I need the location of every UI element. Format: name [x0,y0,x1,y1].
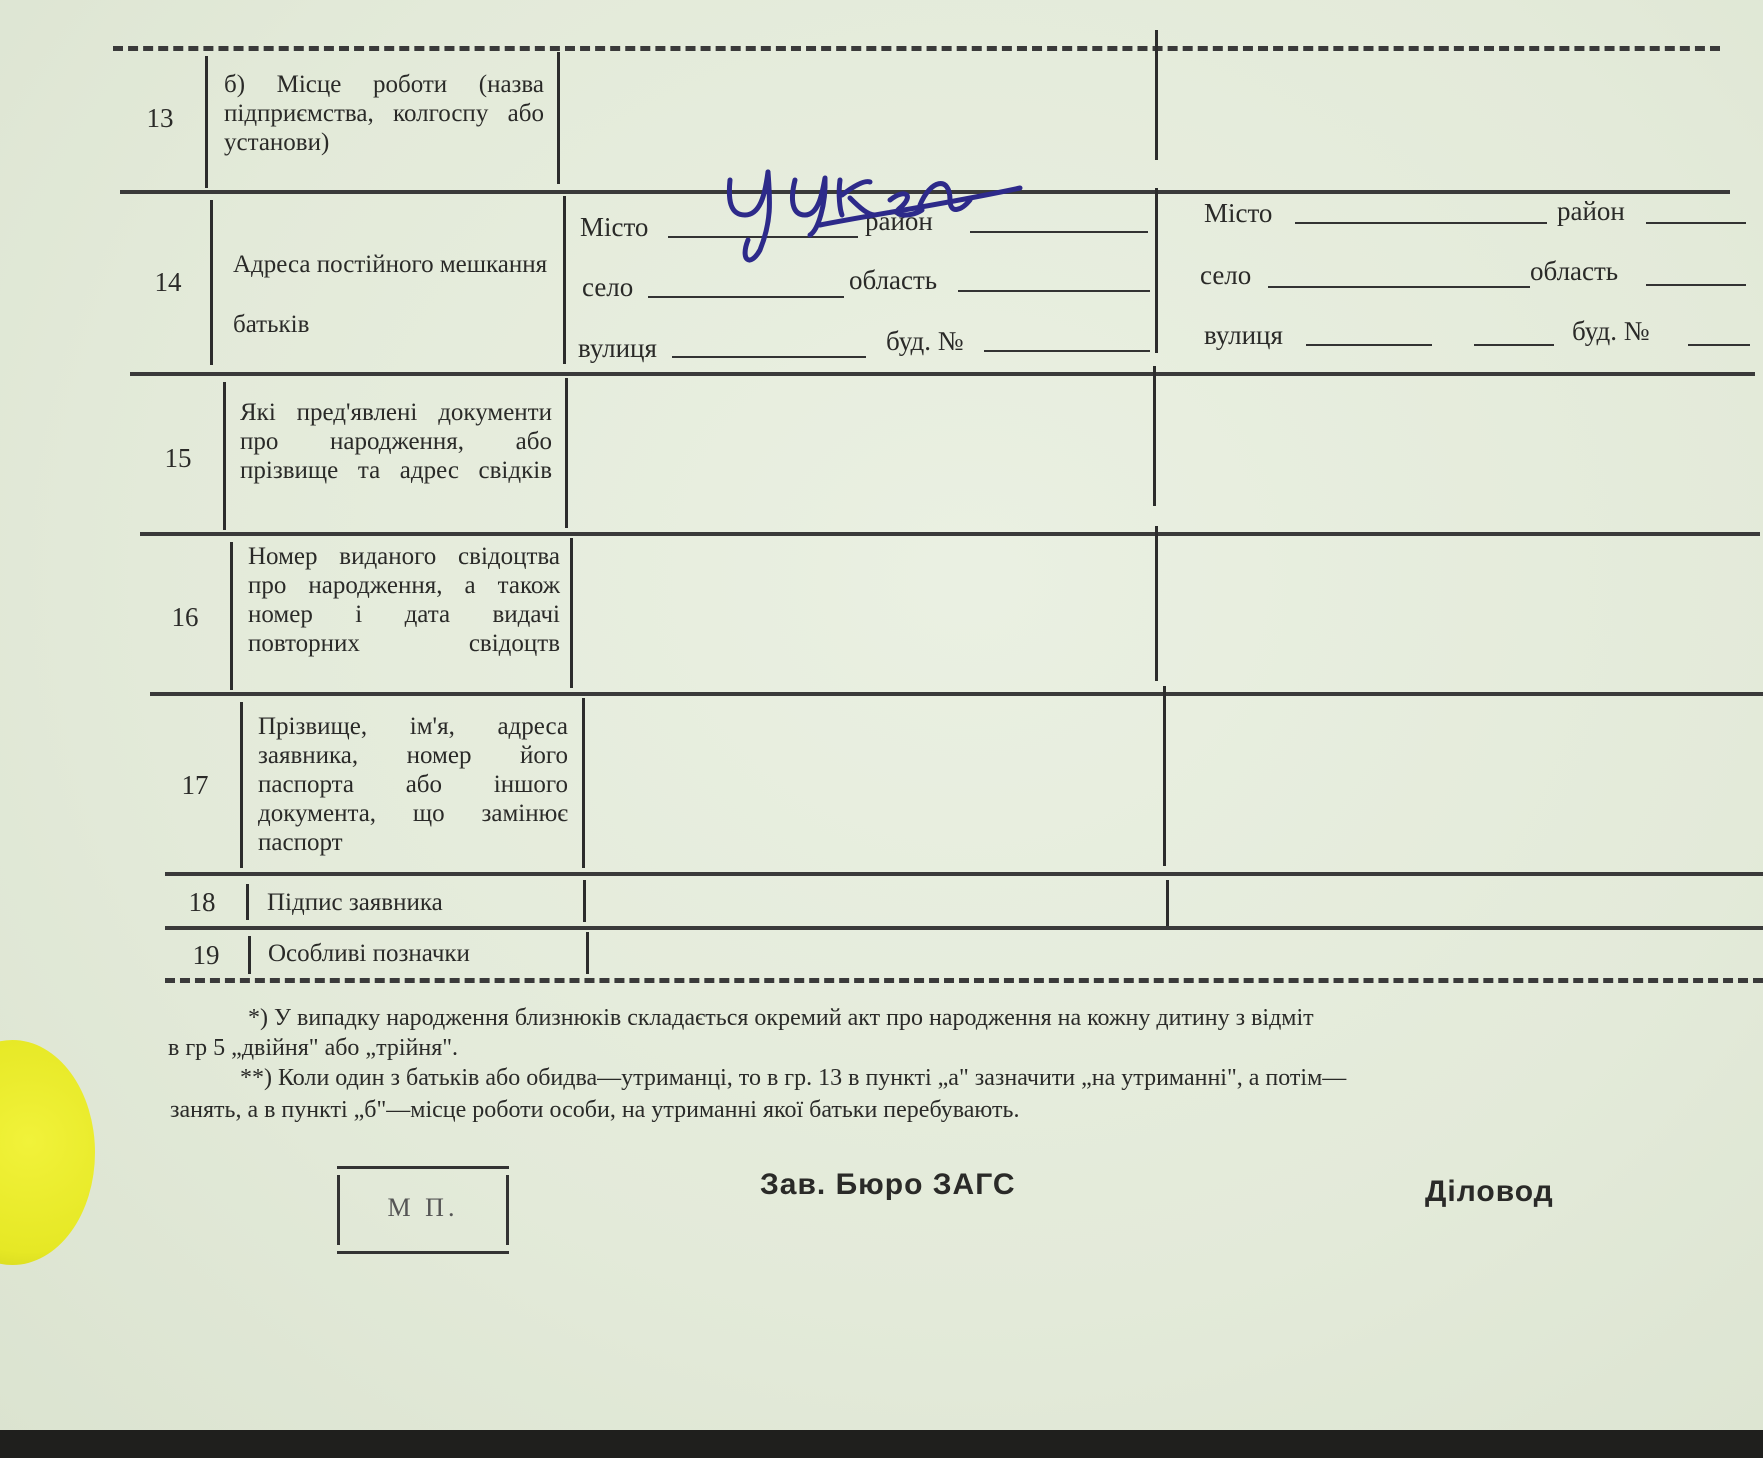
col-divider [570,538,573,688]
village-label: село [582,272,634,302]
head-signature-label: Зав. Бюро ЗАГС [760,1168,1016,1201]
col-divider [210,200,213,365]
stamp-box [337,1166,509,1254]
row-number-15: 15 [164,443,192,473]
row-label-17: Прізвище, ім'я, адреса заявника, номер його паспорта або іншого документа, що замінює паспорт [258,713,568,856]
row-separator-18 [165,926,1763,930]
row-label-13: б) Місце роботи (назва підприємства, колгоспу або установи) [224,71,544,156]
col-divider [1153,366,1156,506]
region-label-2: область [1530,256,1619,286]
house-line-2 [1688,344,1750,346]
city-line-2 [1295,222,1547,224]
yellow-sticker [0,1040,95,1265]
street-label: вулиця [578,333,657,363]
district-line-2 [1646,222,1746,224]
col-divider [582,698,585,868]
col-divider [246,884,249,920]
col-divider [240,702,243,868]
row-number-14: 14 [154,267,182,297]
row-separator-17 [165,872,1763,876]
village-label-2: село [1200,260,1252,290]
footnote-1: *) У випадку народження близнюків складається окремий акт про народження на кожну дитину з відміт [248,1005,1314,1031]
row-label-19: Особливі позначки [268,940,470,967]
row-label-14: Адреса постійного мешкання батьків [233,251,548,338]
city-label-2: Місто [1204,198,1273,228]
col-divider [230,542,233,690]
house-label-2: буд. № [1572,316,1650,346]
village-line [648,296,844,298]
row-number-18: 18 [188,887,216,917]
col-divider [1155,30,1158,160]
row-separator-14 [130,372,1755,376]
district-label: район [865,206,933,236]
col-divider [1155,188,1158,353]
street-line-2 [1306,344,1432,346]
street-label-2: вулиця [1204,320,1283,350]
region-line-2 [1646,284,1746,286]
col-divider [1163,686,1166,866]
house-line [984,350,1150,352]
row-label-16: Номер виданого свідоцтва про народження, а також номер і дата видачі повторних свідоцтв [248,543,560,657]
row-label-15: Які пред'явлені документи про народження, або прізвище та адрес свідків [240,399,552,484]
row-number-19: 19 [192,940,220,970]
page-edge-shadow [0,1430,1763,1458]
col-divider [205,56,208,188]
col-divider [1155,526,1158,681]
col-divider [586,932,589,974]
col-divider [1166,880,1169,926]
col-divider [565,378,568,528]
row-label-18: Підпис заявника [267,889,443,916]
col-divider [557,52,560,184]
row-number-16: 16 [171,602,199,632]
footnote-1-cont: в гр 5 „двійня" або „трійня". [168,1035,459,1061]
house-label: буд. № [886,326,964,356]
col-divider [248,936,251,974]
stamp-label: М П. [387,1193,459,1222]
handwriting-scribble [700,160,1030,270]
row-separator-19 [165,978,1763,983]
village-line-2 [1268,286,1530,288]
street-line [672,356,866,358]
footnote-2-cont: занять, а в пункті „б"—місце роботи особи, на утриманні якої батьки перебувають. [170,1097,1020,1123]
street-line-2b [1474,344,1554,346]
top-border [113,46,1720,51]
clerk-signature-label: Діловод [1425,1175,1554,1208]
col-divider [583,880,586,922]
city-label: Місто [580,212,649,242]
row-separator-16 [150,692,1763,696]
region-line [958,290,1150,292]
row-number-13: 13 [146,103,174,133]
region-label: область [849,265,938,295]
row-separator-15 [140,532,1760,536]
district-label-2: район [1557,196,1625,226]
footnote-2: **) Коли один з батьків або обидва—утриманці, то в гр. 13 в пункті „а" зазначити „на утриманні", а потім— [240,1065,1347,1091]
handwritten-city [700,160,1030,275]
col-divider [223,382,226,530]
col-divider [563,196,566,364]
row-number-17: 17 [181,770,209,800]
